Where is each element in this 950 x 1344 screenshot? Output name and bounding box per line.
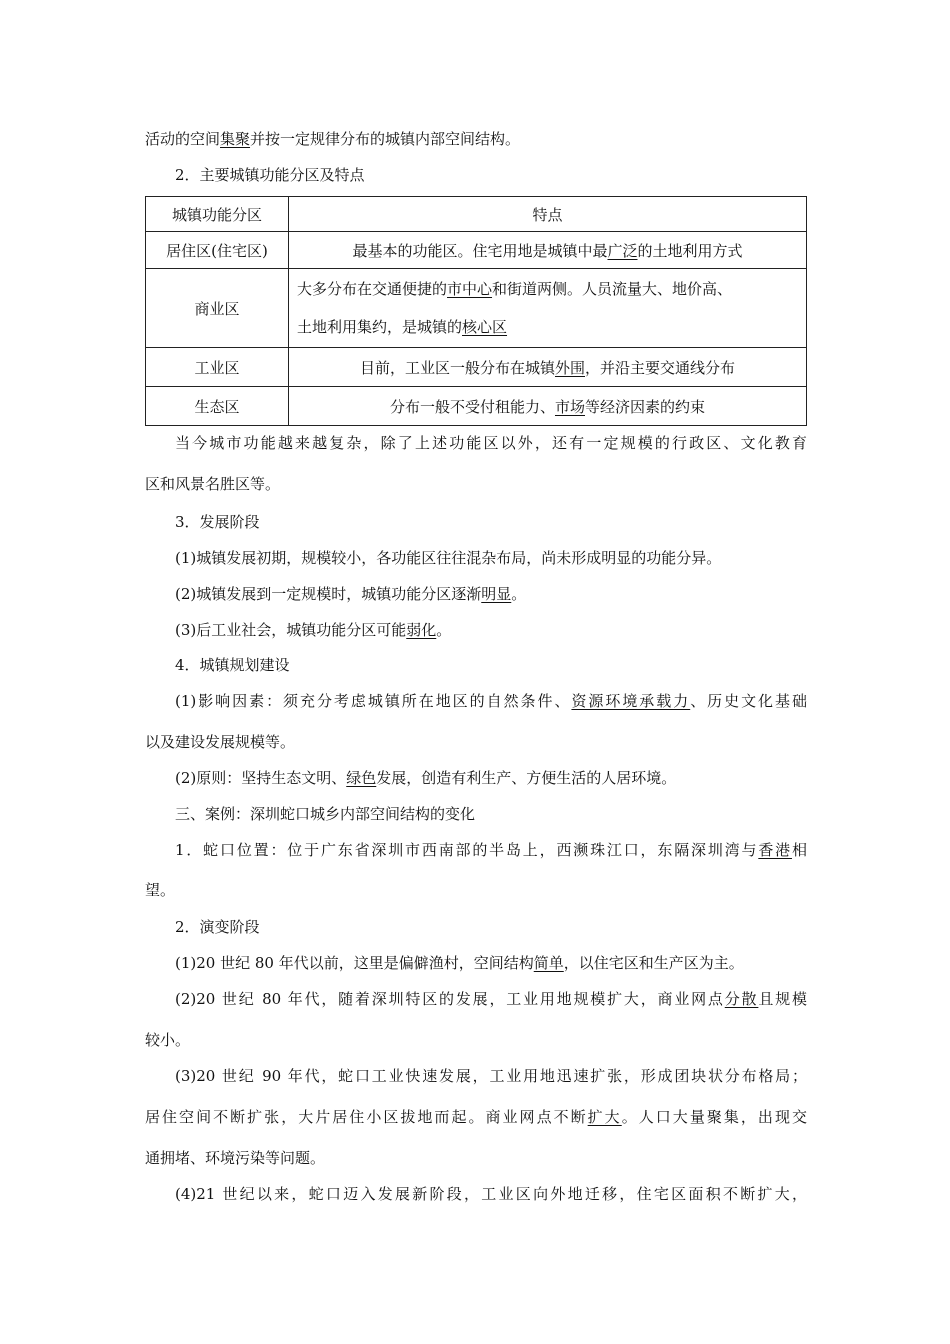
text: (2)原则：坚持生态文明、 bbox=[175, 769, 347, 787]
feature-cell bbox=[289, 387, 807, 426]
text: (3)后工业社会，城镇功能分区可能 bbox=[175, 621, 407, 639]
text: (1)影响因素：须充分考虑城镇所在地区的自然条件、 bbox=[175, 692, 572, 710]
underlined-answer: 外围 bbox=[554, 358, 585, 377]
text: (1)20 世纪 80 年代以前，这里是偏僻渔村，空间结构 bbox=[175, 954, 534, 972]
paragraph-line: 通拥堵、环境污染等问题。 bbox=[145, 1149, 326, 1167]
paragraph-line bbox=[145, 1107, 807, 1127]
text: ，以住宅区和生产区为主。 bbox=[563, 954, 744, 972]
paragraph-line: 较小。 bbox=[145, 1031, 191, 1049]
text: 的土地利用方式 bbox=[637, 241, 743, 260]
underlined-answer: 市中心 bbox=[447, 280, 493, 298]
stage-title: 2．演变阶段 bbox=[175, 918, 260, 936]
paragraph-line: 当今城市功能越来越复杂，除了上述功能区以外，还有一定规模的行政区、文化教育 bbox=[175, 434, 807, 452]
underlined-answer: 香港 bbox=[758, 841, 792, 859]
underlined-answer: 广泛 bbox=[607, 241, 638, 260]
text: 居住空间不断扩张，大片居住小区拔地而起。商业网点不断 bbox=[145, 1108, 588, 1126]
text: 和街道两侧。人员流量大、地价高、 bbox=[492, 280, 733, 298]
function-zone-table bbox=[145, 196, 807, 426]
feature-cell bbox=[289, 269, 807, 348]
paragraph-line bbox=[175, 620, 807, 640]
paragraph-line bbox=[175, 953, 807, 973]
intro-line bbox=[145, 129, 807, 149]
underlined-answer: 扩大 bbox=[587, 1108, 622, 1126]
text: 。人口大量聚集，出现交 bbox=[621, 1108, 807, 1126]
paragraph-line: (3)20 世纪 90 年代，蛇口工业快速发展，工业用地迅速扩张，形成团块状分布格局； bbox=[175, 1067, 807, 1085]
case-title: 三、案例：深圳蛇口城乡内部空间结构的变化 bbox=[175, 805, 476, 823]
underlined-answer: 资源环境承载力 bbox=[571, 692, 691, 710]
paragraph-line bbox=[175, 768, 807, 788]
text: 活动的空间 bbox=[145, 130, 221, 148]
section-4-title: 4．城镇规划建设 bbox=[175, 656, 290, 674]
zone-name-cell: 商业区 bbox=[146, 269, 289, 348]
table-header-row bbox=[146, 197, 807, 232]
table-row bbox=[146, 387, 807, 426]
underlined-answer: 市场 bbox=[554, 397, 585, 416]
text: 并按一定规律分布的城镇内部空间结构。 bbox=[250, 130, 521, 148]
section-3-title: 3．发展阶段 bbox=[175, 513, 260, 531]
underlined-answer: 简单 bbox=[533, 954, 564, 972]
paragraph-line bbox=[175, 584, 807, 604]
text: 分布一般不受付租能力、 bbox=[389, 397, 555, 416]
text: 大多分布在交通便捷的 bbox=[297, 280, 448, 298]
zone-name-cell: 工业区 bbox=[146, 348, 289, 387]
zone-name-cell: 居住区(住宅区) bbox=[146, 232, 289, 269]
paragraph-line: 区和风景名胜区等。 bbox=[145, 475, 281, 493]
feature-cell bbox=[289, 232, 807, 269]
paragraph-line bbox=[175, 989, 807, 1009]
text: 。 bbox=[436, 621, 452, 639]
paragraph-line bbox=[175, 840, 807, 860]
text: 目前，工业区一般分布在城镇 bbox=[359, 358, 555, 377]
text: (2)城镇发展到一定规模时，城镇功能分区逐渐 bbox=[175, 585, 482, 603]
paragraph-line: (4)21 世纪以来，蛇口迈入发展新阶段，工业区向外地迁移，住宅区面积不断扩大， bbox=[175, 1185, 807, 1203]
text: 土地利用集约，是城镇的 bbox=[297, 318, 463, 336]
text: ，并沿主要交通线分布 bbox=[585, 358, 736, 377]
underlined-answer: 集聚 bbox=[220, 130, 251, 148]
header-cell: 特点 bbox=[289, 197, 807, 232]
text: 发展，创造有利生产、方便生活的人居环境。 bbox=[376, 769, 677, 787]
text: (2)20 世纪 80 年代，随着深圳特区的发展，工业用地规模扩大，商业网点 bbox=[175, 990, 725, 1008]
feature-cell bbox=[289, 348, 807, 387]
zone-name-cell: 生态区 bbox=[146, 387, 289, 426]
text: 相 bbox=[791, 841, 807, 859]
header-cell: 城镇功能分区 bbox=[146, 197, 289, 232]
text: 。 bbox=[511, 585, 527, 603]
paragraph-line: 以及建设发展规模等。 bbox=[145, 733, 296, 751]
underlined-answer: 绿色 bbox=[346, 769, 377, 787]
text: 且规模 bbox=[758, 990, 807, 1008]
table-row bbox=[146, 269, 807, 348]
paragraph-line: (1)城镇发展初期，规模较小，各功能区往往混杂布局，尚未形成明显的功能分异。 bbox=[175, 549, 722, 567]
section-2-title: 2．主要城镇功能分区及特点 bbox=[175, 166, 365, 184]
paragraph-line bbox=[175, 691, 807, 711]
underlined-answer: 分散 bbox=[724, 990, 759, 1008]
underlined-answer: 核心区 bbox=[462, 318, 508, 336]
paragraph-line: 望。 bbox=[145, 881, 176, 899]
text: 最基本的功能区。住宅用地是城镇中最 bbox=[352, 241, 608, 260]
table-row bbox=[146, 348, 807, 387]
underlined-answer: 明显 bbox=[481, 585, 512, 603]
underlined-answer: 弱化 bbox=[406, 621, 437, 639]
text: 1．蛇口位置：位于广东省深圳市西南部的半岛上，西濒珠江口，东隔深圳湾与 bbox=[175, 841, 759, 859]
text: 等经济因素的约束 bbox=[585, 397, 706, 416]
text: 、历史文化基础 bbox=[690, 692, 807, 710]
table-row bbox=[146, 232, 807, 269]
